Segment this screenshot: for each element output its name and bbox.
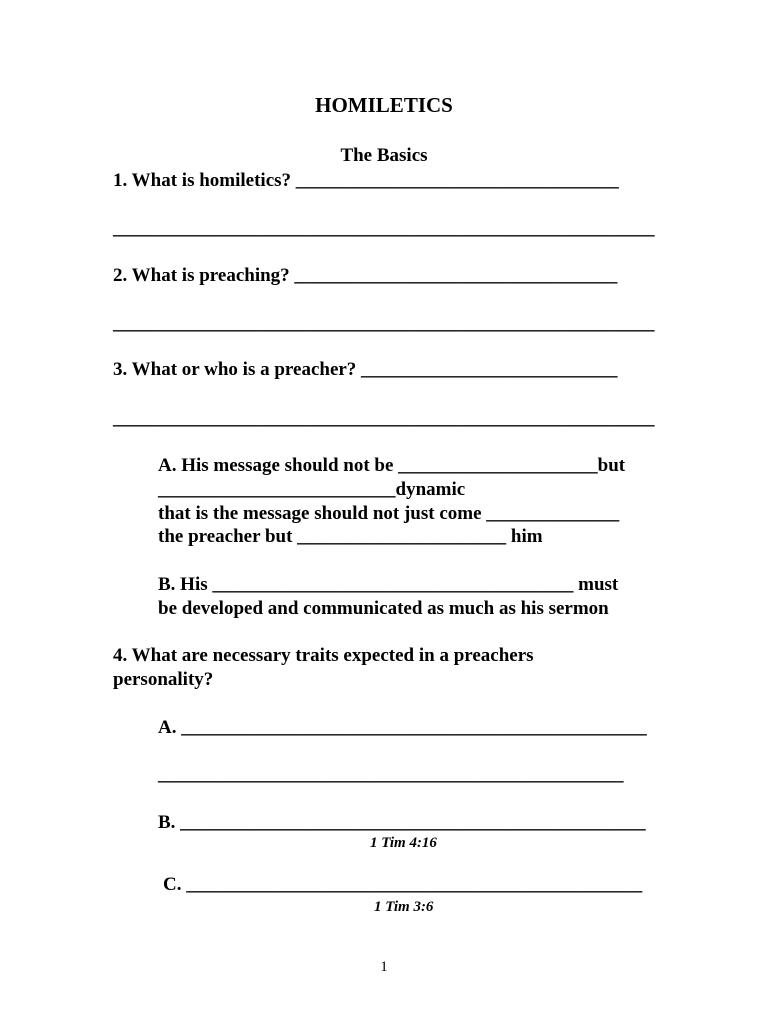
q3a-line-4: the preacher but ______________________ him xyxy=(158,526,543,547)
answer-line-2: _________________________________________________________ xyxy=(113,313,655,334)
question-3: 3. What or who is a preacher? ___________________________ xyxy=(113,359,618,380)
question-4-line-1: 4. What are necessary traits expected in a preachers xyxy=(113,645,534,666)
q3a-line-1: A. His message should not be _____________________but xyxy=(158,455,626,476)
q3a-line-2: _________________________dynamic xyxy=(158,479,466,500)
q4b-scripture-reference: 1 Tim 4:16 xyxy=(370,835,437,851)
question-4-line-2: personality? xyxy=(113,669,214,690)
q3b-line-1: B. His ______________________________________ must xyxy=(158,574,619,595)
question-1: 1. What is homiletics? __________________________________ xyxy=(113,170,619,191)
question-2: 2. What is preaching? __________________________________ xyxy=(113,265,618,286)
page-number: 1 xyxy=(380,959,388,975)
q3a-line-3: that is the message should not just come ______________ xyxy=(158,503,620,524)
answer-line-1: _________________________________________________________ xyxy=(113,218,655,239)
q4a-line: A. _________________________________________________ xyxy=(158,717,647,738)
q3b-line-2: be developed and communicated as much as his sermon xyxy=(158,598,609,619)
q4b-line: B. _________________________________________________ xyxy=(158,812,646,833)
q4a-answer-line: _________________________________________________ xyxy=(158,764,624,785)
section-subtitle: The Basics xyxy=(340,145,428,166)
q4c-line: C. ________________________________________________ xyxy=(163,874,643,895)
answer-line-3: _________________________________________________________ xyxy=(113,408,655,429)
page-title: HOMILETICS xyxy=(315,93,453,117)
q4c-scripture-reference: 1 Tim 3:6 xyxy=(374,899,434,915)
